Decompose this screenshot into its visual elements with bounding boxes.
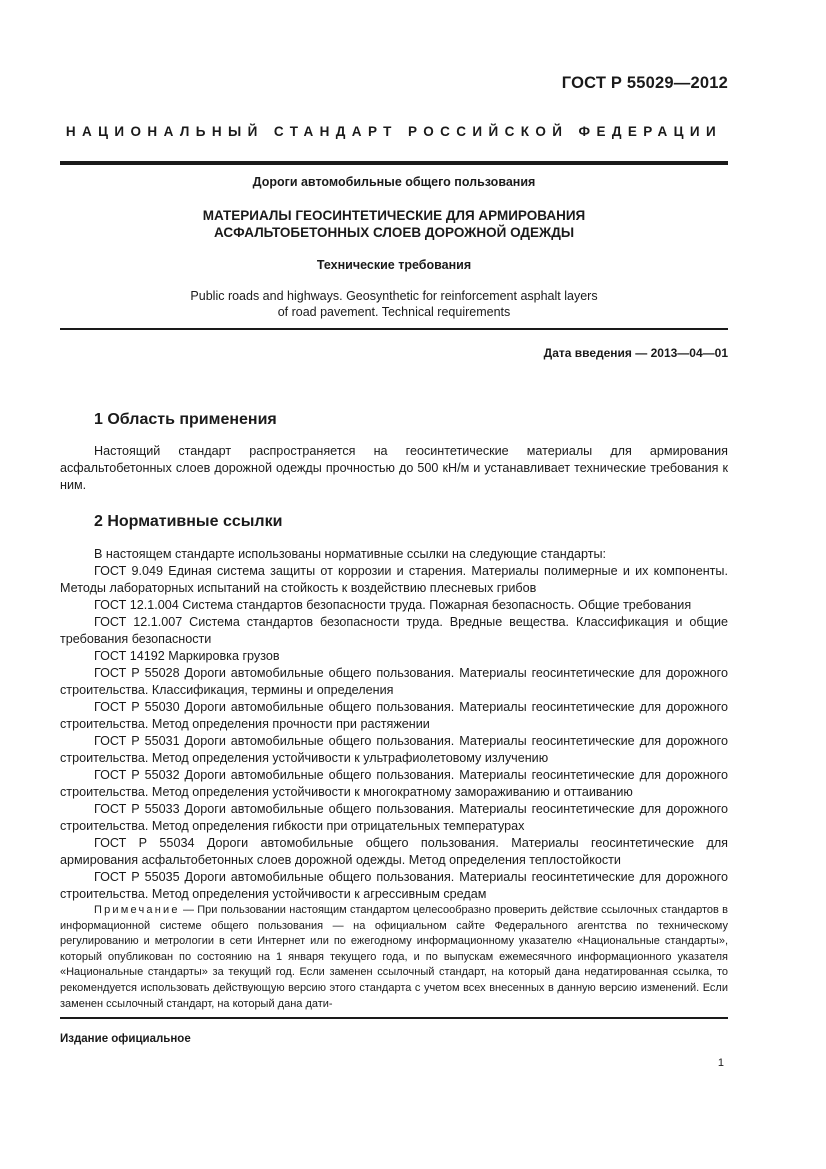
english-title-line-2: of road pavement. Technical requirements [277, 305, 511, 319]
section-heading-scope: 1 Область применения [94, 411, 277, 428]
reference-item: ГОСТ 12.1.004 Система стандартов безопасности труда. Пожарная безопасность. Общие требования [94, 598, 692, 612]
section-heading-references: 2 Нормативные ссылки [94, 513, 283, 530]
title-line-1: МАТЕРИАЛЫ ГЕОСИНТЕТИЧЕСКИЕ ДЛЯ АРМИРОВАНИЯ [202, 208, 586, 223]
references-list [60, 546, 728, 903]
english-title [60, 288, 728, 320]
note-text: — При пользовании настоящим стандартом целесообразно проверить действие ссылочных стандартов в информационной системе общего пользования — на официальном сайте Федерального агентства по техническому регулированию и метрологии в сети Интернет или по ежегодному информационному указателю «Национальные стандарты», который опубликован по состоянию на 1 января текущего года, и по выпускам ежемесячного информационного указателя «Национальные стандарты» за текущий год. Если заменен ссылочный стандарт, на который дана недатированная ссылка, то рекомендуется использовать действующую версию этого стандарта с учетом всех внесенных в данную версию изменений. Если заменен ссылочный стандарт, на который дана дати- [60, 904, 728, 1010]
title-divider [60, 328, 728, 330]
document-requirements-label: Технические требования [316, 258, 472, 272]
document-subtitle: Дороги автомобильные общего пользования [252, 175, 536, 189]
reference-item: ГОСТ Р 55034 Дороги автомобильные общего пользования. Материалы геосинтетические для армирования асфальтобетонных слоев дорожной одежды. Метод определения теплостойкости [60, 836, 728, 867]
english-title-line-1: Public roads and highways. Geosynthetic for reinforcement asphalt layers [190, 289, 598, 303]
header-divider [60, 161, 728, 165]
official-edition-label: Издание официальное [60, 1033, 191, 1045]
reference-item: ГОСТ Р 55035 Дороги автомобильные общего пользования. Материалы геосинтетические для дорожного строительства. Метод определения устойчивости к агрессивным средам [60, 870, 728, 901]
reference-item: ГОСТ 12.1.007 Система стандартов безопасности труда. Вредные вещества. Классификация и общие требования безопасности [60, 615, 728, 646]
note-label: Примечание [94, 904, 180, 916]
reference-item: ГОСТ 9.049 Единая система защиты от коррозии и старения. Материалы полимерные и их компоненты. Методы лабораторных испытаний на стойкость к воздействию плесневых грибов [60, 564, 728, 595]
document-title [60, 207, 728, 241]
note-paragraph [60, 903, 728, 1012]
footer-divider [60, 1017, 728, 1019]
document-number: ГОСТ Р 55029—2012 [561, 74, 728, 92]
reference-item: ГОСТ Р 55031 Дороги автомобильные общего пользования. Материалы геосинтетические для дорожного строительства. Метод определения устойчивости к ультрафиолетовому излучению [60, 734, 728, 765]
reference-item: ГОСТ Р 55032 Дороги автомобильные общего пользования. Материалы геосинтетические для дорожного строительства. Метод определения устойчивости к многократному замораживанию и оттаиванию [60, 768, 728, 799]
references-intro: В настоящем стандарте использованы нормативные ссылки на следующие стандарты: [94, 547, 607, 561]
introduction-date: Дата введения — 2013—04—01 [543, 346, 728, 360]
reference-item: ГОСТ Р 55030 Дороги автомобильные общего пользования. Материалы геосинтетические для дорожного строительства. Метод определения прочности при растяжении [60, 700, 728, 731]
reference-item: ГОСТ Р 55033 Дороги автомобильные общего пользования. Материалы геосинтетические для дорожного строительства. Метод определения гибкости при отрицательных температурах [60, 802, 728, 833]
paragraph: Настоящий стандарт распространяется на геосинтетические материалы для армирования асфальтобетонных слоев дорожной одежды прочностью до 500 кН/м и устанавливает технические требования к ним. [60, 444, 728, 492]
reference-item: ГОСТ Р 55028 Дороги автомобильные общего пользования. Материалы геосинтетические для дорожного строительства. Классификация, термины и определения [60, 666, 728, 697]
section-scope-body [60, 443, 728, 494]
reference-item: ГОСТ 14192 Маркировка грузов [94, 649, 280, 663]
title-line-2: АСФАЛЬТОБЕТОННЫХ СЛОЕВ ДОРОЖНОЙ ОДЕЖДЫ [213, 225, 575, 240]
national-standard-heading: НАЦИОНАЛЬНЫЙ СТАНДАРТ РОССИЙСКОЙ ФЕДЕРАЦИИ [65, 124, 723, 139]
page-number: 1 [717, 1057, 724, 1069]
